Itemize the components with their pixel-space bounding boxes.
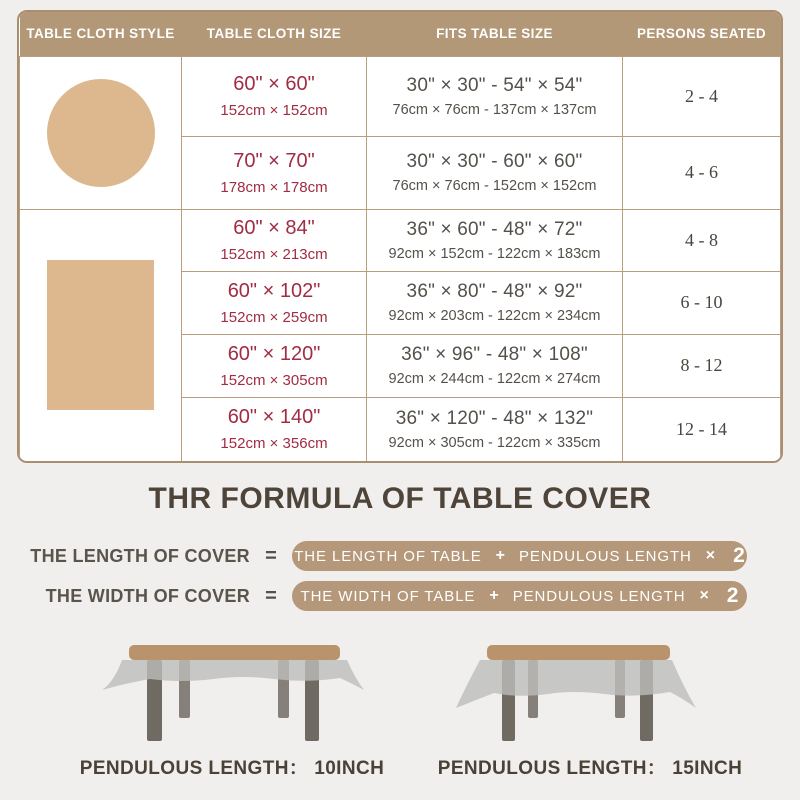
persons-cell — [623, 334, 781, 397]
table-row — [20, 56, 781, 136]
caption-label: PENDULOUS LENGTH： — [79, 758, 309, 779]
formula-pill — [292, 541, 747, 571]
size-inches: 60" × 140" — [227, 406, 321, 428]
pendulous-length-caption — [62, 753, 402, 780]
pendulous-length-caption — [420, 753, 760, 780]
size-inches: 70" × 70" — [233, 149, 315, 172]
fits-inches: 36" × 60" - 48" × 72" — [406, 218, 583, 240]
rectangle-table-shape-icon — [47, 260, 154, 410]
fits-cm: 92cm × 244cm - 122cm × 274cm — [388, 371, 601, 387]
size-cell — [182, 209, 367, 271]
size-cell — [182, 397, 367, 461]
persons-value: 4 - 6 — [685, 162, 718, 182]
size-cm: 178cm × 178cm — [220, 178, 328, 196]
fits-inches: 30" × 30" - 60" × 60" — [406, 151, 583, 172]
equals-sign: = — [265, 544, 277, 567]
fits-cell — [367, 397, 623, 461]
caption-value: 15INCH — [672, 758, 743, 779]
formula-pill — [292, 581, 747, 611]
fits-cell — [367, 209, 623, 271]
size-cell — [182, 334, 367, 397]
table-illustration-15inch — [420, 638, 760, 780]
persons-cell — [623, 397, 781, 461]
table-with-long-cloth-icon — [420, 638, 760, 750]
table-header-row — [20, 12, 781, 56]
formula-section-title: THR FORMULA OF TABLE COVER — [148, 482, 652, 515]
table-illustration-10inch — [62, 638, 402, 780]
header-table-cloth-style: TABLE CLOTH STYLE — [20, 12, 182, 56]
formula-factor: 2 — [733, 544, 745, 567]
formula-label: THE LENGTH OF COVER — [30, 545, 250, 566]
header-fits-table-size: FITS TABLE SIZE — [367, 12, 623, 56]
size-cm: 152cm × 259cm — [220, 308, 328, 326]
persons-value: 2 - 4 — [685, 85, 718, 106]
persons-value: 8 - 12 — [680, 355, 723, 375]
round-table-shape-icon — [47, 79, 155, 187]
multiply-sign: × — [699, 587, 709, 604]
caption-value: 10INCH — [314, 758, 385, 779]
fits-inches: 30" × 30" - 54" × 54" — [406, 74, 583, 96]
multiply-sign: × — [705, 547, 716, 564]
persons-value: 4 - 8 — [685, 229, 718, 250]
formula-label: THE WIDTH OF COVER — [45, 585, 250, 606]
size-inches: 60" × 84" — [233, 217, 315, 239]
size-inches: 60" × 60" — [233, 73, 315, 95]
persons-cell — [623, 209, 781, 271]
style-cell-round — [20, 56, 182, 209]
fits-cell — [367, 56, 623, 136]
persons-cell — [623, 56, 781, 136]
persons-value: 12 - 14 — [676, 418, 727, 439]
size-cell — [182, 56, 367, 136]
fits-cm: 92cm × 152cm - 122cm × 183cm — [388, 245, 601, 262]
formula-line-width — [0, 581, 800, 611]
equals-sign: = — [265, 584, 277, 607]
fits-cell — [367, 136, 623, 209]
size-cm: 152cm × 356cm — [220, 435, 328, 452]
fits-cell — [367, 334, 623, 397]
size-cell — [182, 136, 367, 209]
size-cm: 152cm × 152cm — [220, 102, 328, 119]
size-cm: 152cm × 213cm — [220, 246, 328, 263]
formula-term-1: THE LENGTH OF TABLE — [294, 547, 482, 565]
fits-cell — [367, 271, 623, 334]
caption-label: PENDULOUS LENGTH： — [437, 758, 667, 779]
size-chart-table — [17, 10, 783, 463]
fits-cm: 92cm × 203cm - 122cm × 234cm — [388, 308, 601, 324]
fits-cm: 92cm × 305cm - 122cm × 335cm — [388, 434, 601, 451]
formula-line-length — [0, 541, 800, 571]
size-cell — [182, 271, 367, 334]
table-with-short-cloth-icon — [62, 638, 402, 750]
persons-value: 6 - 10 — [680, 292, 723, 312]
size-cm: 152cm × 305cm — [220, 371, 328, 389]
table-row — [20, 209, 781, 271]
size-inches: 60" × 102" — [227, 279, 321, 302]
plus-sign: + — [489, 587, 499, 604]
fits-cm: 76cm × 76cm - 152cm × 152cm — [392, 178, 597, 194]
style-cell-rectangle — [20, 209, 182, 461]
fits-inches: 36" × 120" - 48" × 132" — [395, 407, 594, 429]
fits-inches: 36" × 80" - 48" × 92" — [406, 281, 583, 302]
size-inches: 60" × 120" — [227, 342, 321, 365]
persons-cell — [623, 271, 781, 334]
header-persons-seated: PERSONS SEATED — [623, 12, 781, 56]
persons-cell — [623, 136, 781, 209]
formula-term-2: PENDULOUS LENGTH — [518, 547, 692, 565]
plus-sign: + — [495, 547, 505, 564]
header-table-cloth-size: TABLE CLOTH SIZE — [182, 12, 367, 56]
formula-term-1: THE WIDTH OF TABLE — [300, 587, 476, 605]
formula-factor: 2 — [726, 584, 739, 607]
formula-term-2: PENDULOUS LENGTH — [512, 587, 686, 605]
fits-cm: 76cm × 76cm - 137cm × 137cm — [392, 101, 597, 118]
fits-inches: 36" × 96" - 48" × 108" — [401, 344, 588, 365]
